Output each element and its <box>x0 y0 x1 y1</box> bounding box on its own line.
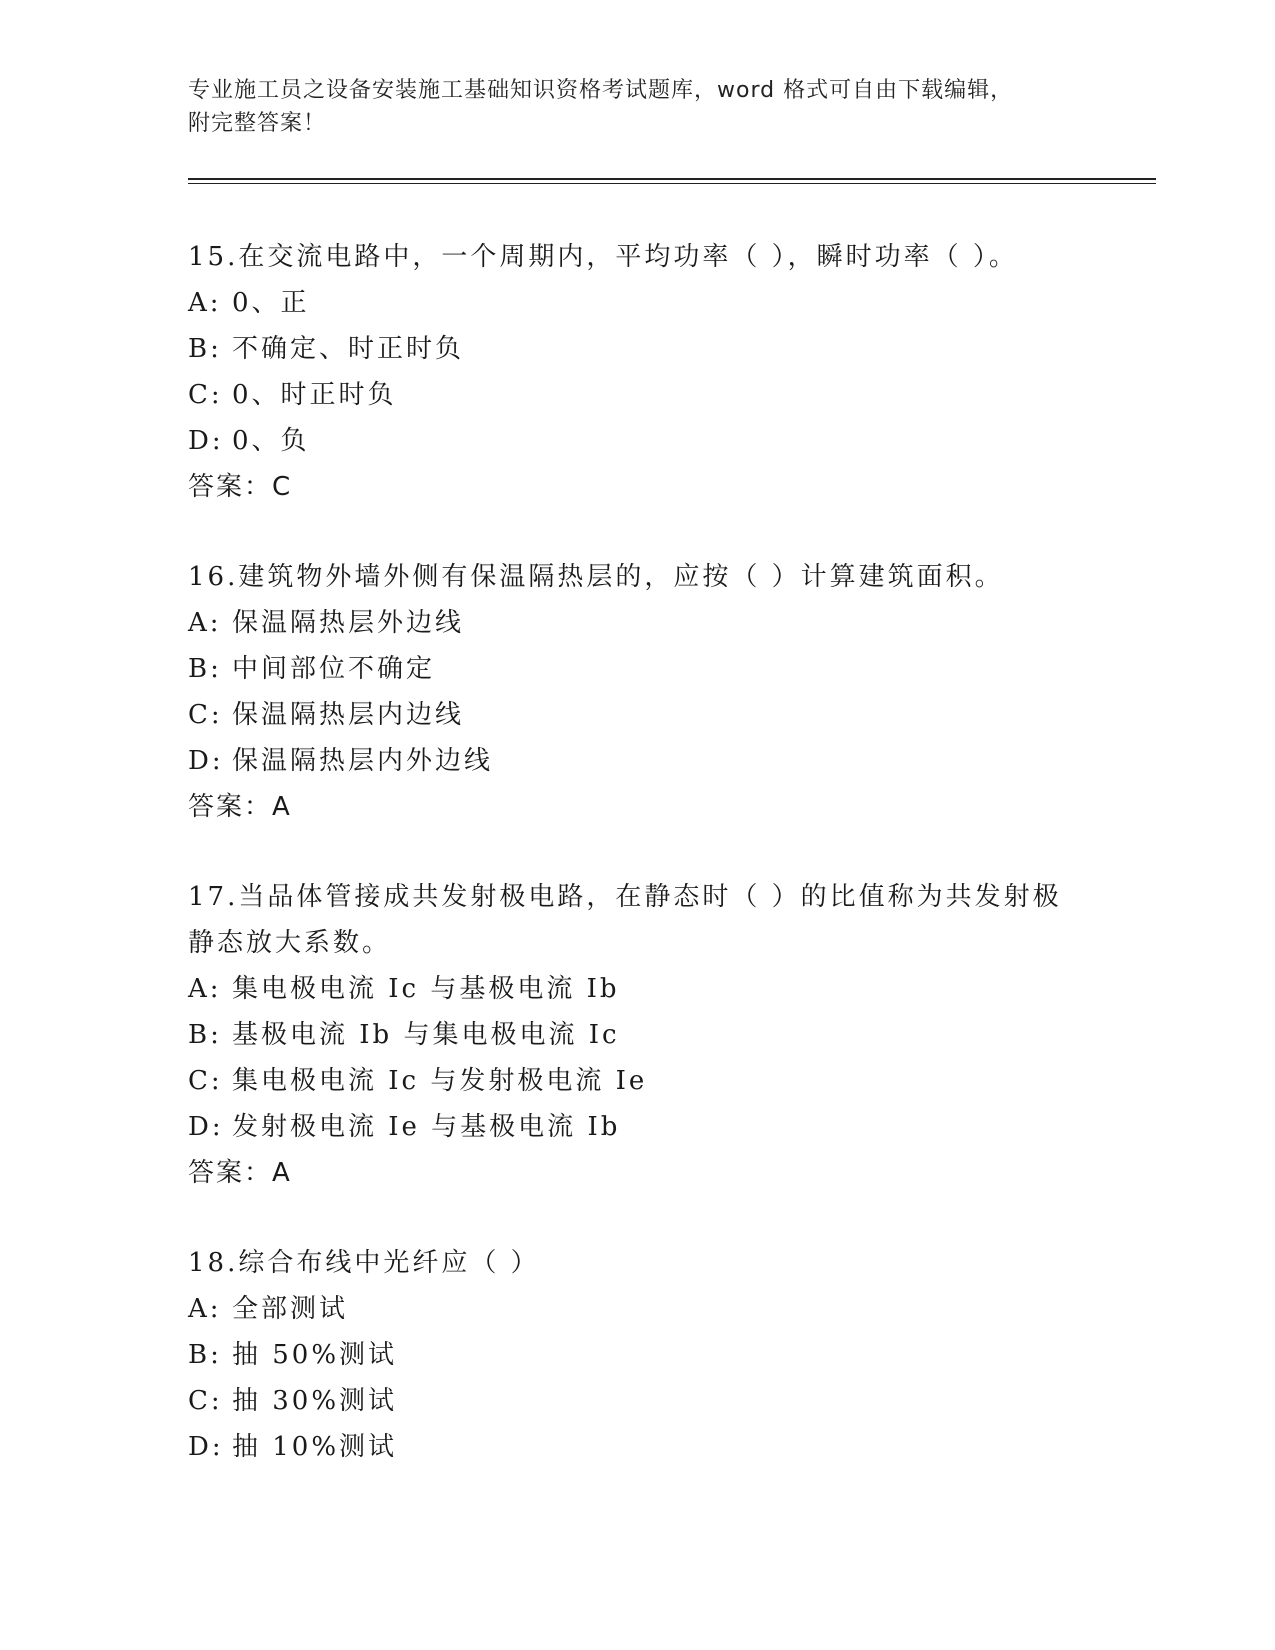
option-letter: C: <box>188 700 223 730</box>
question-stem: 16.建筑物外墙外侧有保温隔热层的，应按（ ）计算建筑面积。 <box>188 562 1004 592</box>
option-letter: D: <box>188 1112 224 1142</box>
option-text: 发射极电流 Ie 与基极电流 Ib <box>232 1112 621 1142</box>
option-letter: A: <box>188 974 222 1004</box>
option-letter: A: <box>188 288 222 318</box>
option-letter: D: <box>188 426 224 456</box>
document-header <box>188 74 1088 140</box>
option-c <box>188 1378 1088 1424</box>
option-a <box>188 1286 1088 1332</box>
option-letter: B: <box>188 1020 222 1050</box>
option-b <box>188 1012 1088 1058</box>
question-17 <box>188 874 1088 1196</box>
question-stem: 17.当品体管接成共发射极电路，在静态时（ ）的比值称为共发射极静态放大系数。 <box>188 882 1062 958</box>
answer-line: 答案：A <box>188 792 292 822</box>
option-text: 保温隔热层内外边线 <box>232 746 494 776</box>
header-divider-thick <box>188 178 1156 180</box>
header-divider-thin <box>188 183 1156 184</box>
option-c <box>188 372 1088 418</box>
option-text: 全部测试 <box>232 1294 349 1324</box>
option-a <box>188 966 1088 1012</box>
question-stem: 18.综合布线中光纤应（ ） <box>188 1248 540 1278</box>
option-text: 0、负 <box>232 426 310 456</box>
option-d <box>188 1104 1088 1150</box>
option-letter: C: <box>188 380 223 410</box>
header-line-2: 附完整答案！ <box>188 111 327 136</box>
option-d <box>188 1424 1088 1470</box>
option-text: 不确定、时正时负 <box>232 334 465 364</box>
option-text: 0、时正时负 <box>232 380 397 410</box>
option-letter: B: <box>188 334 222 364</box>
option-d <box>188 738 1088 784</box>
option-c <box>188 692 1088 738</box>
question-stem: 15.在交流电路中，一个周期内，平均功率（ ），瞬时功率（ ）。 <box>188 242 1018 272</box>
option-c <box>188 1058 1088 1104</box>
option-text: 集电极电流 Ic 与基极电流 Ib <box>232 974 620 1004</box>
option-text: 基极电流 Ib 与集电极电流 Ic <box>232 1020 620 1050</box>
option-letter: D: <box>188 1432 224 1462</box>
option-text: 抽 50%测试 <box>232 1340 398 1370</box>
option-b <box>188 1332 1088 1378</box>
option-letter: B: <box>188 654 222 684</box>
option-text: 抽 30%测试 <box>232 1386 398 1416</box>
option-a <box>188 280 1088 326</box>
option-text: 0、正 <box>232 288 310 318</box>
question-18 <box>188 1240 1088 1470</box>
option-d <box>188 418 1088 464</box>
option-text: 中间部位不确定 <box>232 654 436 684</box>
option-letter: A: <box>188 1294 222 1324</box>
question-15 <box>188 234 1088 510</box>
answer-line: 答案：C <box>188 472 293 502</box>
option-text: 保温隔热层外边线 <box>232 608 465 638</box>
header-line-1: 专业施工员之设备安装施工基础知识资格考试题库，word 格式可自由下载编辑， <box>188 78 1014 103</box>
option-b <box>188 326 1088 372</box>
option-letter: C: <box>188 1386 223 1416</box>
option-letter: B: <box>188 1340 222 1370</box>
option-letter: A: <box>188 608 222 638</box>
answer-line: 答案：A <box>188 1158 292 1188</box>
option-a <box>188 600 1088 646</box>
question-16 <box>188 554 1088 830</box>
option-letter: D: <box>188 746 224 776</box>
option-text: 抽 10%测试 <box>232 1432 398 1462</box>
option-text: 保温隔热层内边线 <box>232 700 465 730</box>
option-text: 集电极电流 Ic 与发射极电流 Ie <box>232 1066 648 1096</box>
option-b <box>188 646 1088 692</box>
option-letter: C: <box>188 1066 223 1096</box>
